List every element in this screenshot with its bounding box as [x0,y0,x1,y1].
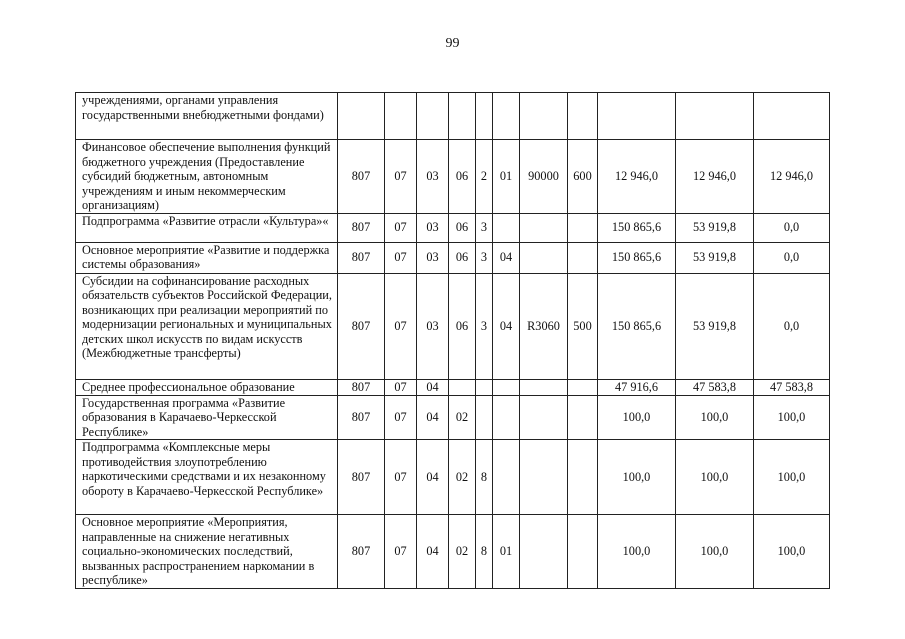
subprogram-code-cell [476,395,493,440]
program-code-cell: 06 [449,140,476,214]
target-article-cell [520,242,568,273]
item-name-cell: учреждениями, органами управления государственными внебюджетными фондами) [76,93,338,140]
admin-code-cell: 807 [338,379,385,395]
admin-code-cell: 807 [338,213,385,242]
amount-year1-cell: 100,0 [598,515,676,589]
subprogram-code-cell: 3 [476,273,493,379]
table-row [76,379,830,395]
subsection-code-cell: 03 [417,273,449,379]
subprogram-code-cell: 8 [476,440,493,515]
section-code-cell: 07 [385,140,417,214]
item-name-cell: Финансовое обеспечение выполнения функций бюджетного учреждения (Предоставление субсидий бюджетным, автономным учреждениям и иным некоммерческим организациям) [76,140,338,214]
subprogram-code-cell: 3 [476,242,493,273]
event-code-cell [493,440,520,515]
expense-type-cell [568,242,598,273]
admin-code-cell: 807 [338,273,385,379]
program-code-cell: 02 [449,515,476,589]
amount-year1-cell: 100,0 [598,440,676,515]
target-article-cell: R3060 [520,273,568,379]
admin-code-cell: 807 [338,140,385,214]
item-name-cell: Основное мероприятие «Развитие и поддержка системы образования» [76,242,338,273]
amount-year2-cell: 12 946,0 [676,140,754,214]
section-code-cell [385,93,417,140]
amount-year3-cell: 100,0 [754,440,830,515]
program-code-cell [449,93,476,140]
section-code-cell: 07 [385,242,417,273]
amount-year3-cell: 47 583,8 [754,379,830,395]
subsection-code-cell: 04 [417,379,449,395]
section-code-cell: 07 [385,273,417,379]
target-article-cell [520,93,568,140]
amount-year3-cell: 100,0 [754,515,830,589]
event-code-cell [493,93,520,140]
event-code-cell: 04 [493,242,520,273]
subsection-code-cell: 03 [417,242,449,273]
expense-type-cell [568,440,598,515]
expense-type-cell: 600 [568,140,598,214]
section-code-cell: 07 [385,440,417,515]
event-code-cell [493,395,520,440]
program-code-cell [449,379,476,395]
item-name-cell: Подпрограмма «Развитие отрасли «Культура»« [76,213,338,242]
amount-year1-cell: 150 865,6 [598,242,676,273]
admin-code-cell: 807 [338,440,385,515]
program-code-cell: 06 [449,273,476,379]
item-name-cell: Государственная программа «Развитие образования в Карачаево-Черкесской Республике» [76,395,338,440]
expense-type-cell [568,93,598,140]
expense-type-cell [568,515,598,589]
section-code-cell: 07 [385,213,417,242]
section-code-cell: 07 [385,395,417,440]
event-code-cell [493,379,520,395]
table-row [76,395,830,440]
target-article-cell [520,515,568,589]
expense-type-cell [568,395,598,440]
item-name-cell: Основное мероприятие «Мероприятия, направленные на снижение негативных социально-экономических последствий, вызванных распространением наркомании в республике» [76,515,338,589]
table-row [76,93,830,140]
amount-year2-cell: 53 919,8 [676,213,754,242]
amount-year1-cell: 47 916,6 [598,379,676,395]
subprogram-code-cell: 2 [476,140,493,214]
amount-year1-cell [598,93,676,140]
target-article-cell [520,213,568,242]
page-number: 99 [445,36,460,51]
program-code-cell: 02 [449,440,476,515]
table-row [76,273,830,379]
budget-table [75,92,830,589]
program-code-cell: 06 [449,242,476,273]
amount-year3-cell: 0,0 [754,242,830,273]
admin-code-cell: 807 [338,242,385,273]
subsection-code-cell [417,93,449,140]
amount-year3-cell: 12 946,0 [754,140,830,214]
subprogram-code-cell [476,379,493,395]
amount-year2-cell: 47 583,8 [676,379,754,395]
amount-year1-cell: 100,0 [598,395,676,440]
subprogram-code-cell: 3 [476,213,493,242]
event-code-cell [493,213,520,242]
subsection-code-cell: 04 [417,440,449,515]
target-article-cell [520,379,568,395]
subprogram-code-cell [476,93,493,140]
table-row [76,213,830,242]
event-code-cell: 04 [493,273,520,379]
subsection-code-cell: 03 [417,213,449,242]
amount-year3-cell: 100,0 [754,395,830,440]
amount-year2-cell: 53 919,8 [676,273,754,379]
item-name-cell: Подпрограмма «Комплексные меры противодействия злоупотреблению наркотическими средствами и их незаконному обороту в Карачаево-Черкесской Республике» [76,440,338,515]
subsection-code-cell: 04 [417,395,449,440]
table-row [76,515,830,589]
expense-type-cell [568,213,598,242]
amount-year2-cell: 100,0 [676,515,754,589]
subsection-code-cell: 04 [417,515,449,589]
target-article-cell [520,440,568,515]
table-row [76,242,830,273]
section-code-cell: 07 [385,515,417,589]
target-article-cell: 90000 [520,140,568,214]
admin-code-cell [338,93,385,140]
amount-year1-cell: 150 865,6 [598,213,676,242]
admin-code-cell: 807 [338,395,385,440]
item-name-cell: Субсидии на софинансирование расходных обязательств субъектов Российской Федерации, возникающих при реализации мероприятий по модернизации региональных и муниципальных детских школ искусств по видам искусств (Межбюджетные трансферты) [76,273,338,379]
table-body [76,93,830,589]
amount-year2-cell: 100,0 [676,440,754,515]
expense-type-cell: 500 [568,273,598,379]
section-code-cell: 07 [385,379,417,395]
subprogram-code-cell: 8 [476,515,493,589]
event-code-cell: 01 [493,140,520,214]
amount-year3-cell: 0,0 [754,273,830,379]
target-article-cell [520,395,568,440]
amount-year2-cell [676,93,754,140]
amount-year3-cell [754,93,830,140]
amount-year1-cell: 12 946,0 [598,140,676,214]
admin-code-cell: 807 [338,515,385,589]
table-row [76,140,830,214]
event-code-cell: 01 [493,515,520,589]
table-row [76,440,830,515]
amount-year2-cell: 53 919,8 [676,242,754,273]
program-code-cell: 06 [449,213,476,242]
item-name-cell: Среднее профессиональное образование [76,379,338,395]
expense-type-cell [568,379,598,395]
amount-year3-cell: 0,0 [754,213,830,242]
program-code-cell: 02 [449,395,476,440]
amount-year2-cell: 100,0 [676,395,754,440]
subsection-code-cell: 03 [417,140,449,214]
amount-year1-cell: 150 865,6 [598,273,676,379]
